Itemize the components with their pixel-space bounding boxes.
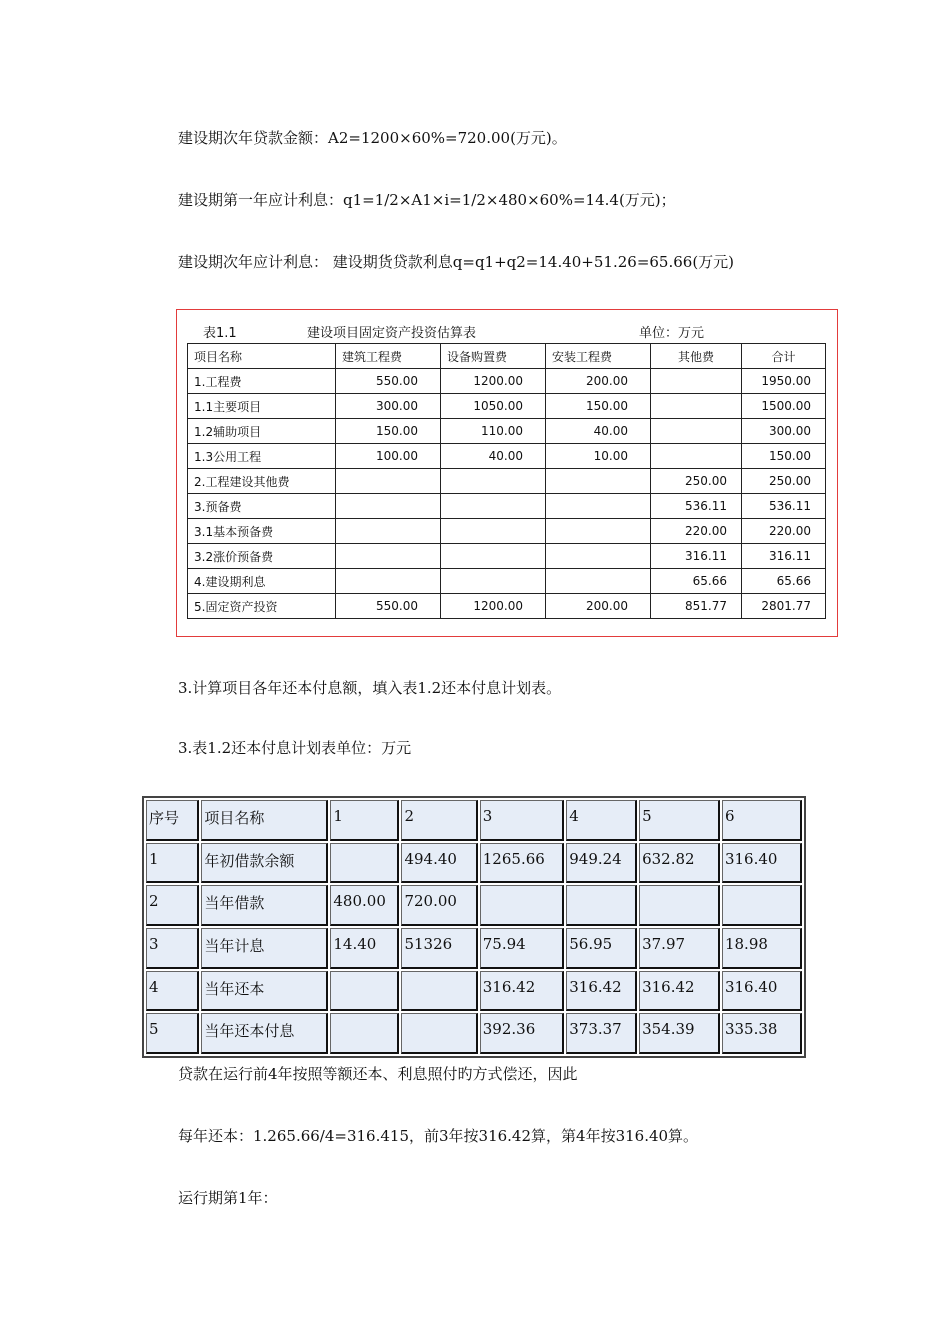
value-cell: 316.40	[722, 971, 802, 1012]
value-cell: 40.00	[441, 444, 546, 469]
item-name-cell: 3.1基本预备费	[188, 519, 336, 544]
item-name-cell: 3.预备费	[188, 494, 336, 519]
value-cell: 354.39	[639, 1013, 720, 1054]
value-cell	[336, 544, 441, 569]
header-cell: 建筑工程费	[336, 344, 441, 369]
value-cell: 316.11	[651, 544, 742, 569]
value-cell	[330, 971, 399, 1012]
item-name-cell: 3.2涨价预备费	[188, 544, 336, 569]
header-cell: 合计	[742, 344, 826, 369]
value-cell: 10.00	[546, 444, 651, 469]
value-cell: 949.24	[566, 843, 637, 884]
paragraph-year1-interest: 建设期第一年应计利息：q1=1/2×A1×i=1/2×480×60%=14.4(万元)；	[178, 191, 676, 209]
repayment-schedule-table	[142, 796, 806, 1058]
value-cell	[336, 494, 441, 519]
paragraph-repayment-method: 贷款在运行前4年按照等额还本、利息照付旳方式偿还，因此	[178, 1065, 578, 1083]
value-cell: 392.36	[480, 1013, 564, 1054]
table-row	[188, 519, 826, 544]
value-cell: 37.97	[639, 928, 720, 969]
value-cell: 373.37	[566, 1013, 637, 1054]
value-cell: 480.00	[330, 885, 399, 926]
table11-label: 表1.1	[203, 326, 237, 341]
value-cell: 110.00	[441, 419, 546, 444]
header-cell: 安装工程费	[546, 344, 651, 369]
table-row	[188, 544, 826, 569]
value-cell: 150.00	[742, 444, 826, 469]
table-row	[146, 843, 802, 884]
table-row	[188, 369, 826, 394]
value-cell: 316.42	[566, 971, 637, 1012]
value-cell: 316.40	[722, 843, 802, 884]
value-cell	[441, 469, 546, 494]
value-cell	[336, 469, 441, 494]
header-cell: 3	[480, 800, 564, 841]
value-cell: 75.94	[480, 928, 564, 969]
value-cell: 632.82	[639, 843, 720, 884]
table11-title: 建设项目固定资产投资估算表	[307, 326, 477, 341]
value-cell	[651, 369, 742, 394]
value-cell	[651, 394, 742, 419]
header-cell: 序号	[146, 800, 199, 841]
value-cell: 18.98	[722, 928, 802, 969]
value-cell	[441, 569, 546, 594]
value-cell: 1500.00	[742, 394, 826, 419]
table-row	[188, 469, 826, 494]
value-cell: 56.95	[566, 928, 637, 969]
value-cell	[336, 519, 441, 544]
value-cell: 220.00	[651, 519, 742, 544]
header-cell: 1	[330, 800, 399, 841]
value-cell: 720.00	[401, 885, 477, 926]
table-row	[146, 928, 802, 969]
value-cell	[546, 569, 651, 594]
value-cell	[401, 1013, 477, 1054]
paragraph-year2-loan: 建设期次年贷款金额：A2=1200×60%=720.00(万元)。	[178, 129, 567, 147]
value-cell: 200.00	[546, 594, 651, 619]
paragraph-table12-caption: 3.表1.2还本付息计划表单位：万元	[178, 739, 412, 757]
value-cell	[546, 469, 651, 494]
value-cell	[566, 885, 637, 926]
value-cell: 1200.00	[441, 594, 546, 619]
value-cell: 335.38	[722, 1013, 802, 1054]
table-row	[188, 419, 826, 444]
value-cell: 316.42	[639, 971, 720, 1012]
value-cell: 300.00	[742, 419, 826, 444]
row-number-cell: 3	[146, 928, 199, 969]
value-cell: 1050.00	[441, 394, 546, 419]
value-cell: 150.00	[336, 419, 441, 444]
table-row	[188, 394, 826, 419]
table-row	[188, 444, 826, 469]
item-name-cell: 5.固定资产投资	[188, 594, 336, 619]
item-name-cell: 1.1主要项目	[188, 394, 336, 419]
header-cell: 2	[401, 800, 477, 841]
value-cell	[441, 544, 546, 569]
header-cell: 6	[722, 800, 802, 841]
item-name-cell: 当年还本	[201, 971, 328, 1012]
value-cell: 220.00	[742, 519, 826, 544]
value-cell: 316.11	[742, 544, 826, 569]
value-cell: 550.00	[336, 369, 441, 394]
table-row	[188, 594, 826, 619]
value-cell	[546, 494, 651, 519]
value-cell	[441, 494, 546, 519]
header-cell: 项目名称	[201, 800, 328, 841]
value-cell	[651, 419, 742, 444]
value-cell: 550.00	[336, 594, 441, 619]
table11-unit: 单位：万元	[639, 326, 705, 341]
value-cell: 851.77	[651, 594, 742, 619]
value-cell: 51326	[401, 928, 477, 969]
table-row	[188, 569, 826, 594]
value-cell	[546, 519, 651, 544]
value-cell: 65.66	[742, 569, 826, 594]
investment-estimate-table-figure	[176, 309, 838, 637]
row-number-cell: 1	[146, 843, 199, 884]
value-cell: 494.40	[401, 843, 477, 884]
paragraph-year2-interest: 建设期次年应计利息： 建设期货贷款利息q=q1+q2=14.40+51.26=65.66(万元)	[178, 253, 735, 271]
value-cell: 536.11	[651, 494, 742, 519]
value-cell	[546, 544, 651, 569]
header-cell: 设备购置费	[441, 344, 546, 369]
value-cell	[441, 519, 546, 544]
value-cell: 316.42	[480, 971, 564, 1012]
value-cell	[651, 444, 742, 469]
item-name-cell: 1.3公用工程	[188, 444, 336, 469]
value-cell	[336, 569, 441, 594]
table-row	[188, 494, 826, 519]
item-name-cell: 1.工程费	[188, 369, 336, 394]
value-cell	[330, 1013, 399, 1054]
item-name-cell: 当年借款	[201, 885, 328, 926]
item-name-cell: 年初借款余额	[201, 843, 328, 884]
value-cell: 40.00	[546, 419, 651, 444]
value-cell: 1265.66	[480, 843, 564, 884]
row-number-cell: 2	[146, 885, 199, 926]
item-name-cell: 当年还本付息	[201, 1013, 328, 1054]
table-header-row	[146, 800, 802, 841]
value-cell	[722, 885, 802, 926]
table-row	[146, 885, 802, 926]
value-cell	[330, 843, 399, 884]
header-cell: 其他费	[651, 344, 742, 369]
value-cell: 300.00	[336, 394, 441, 419]
value-cell	[480, 885, 564, 926]
value-cell: 200.00	[546, 369, 651, 394]
value-cell: 2801.77	[742, 594, 826, 619]
header-cell: 4	[566, 800, 637, 841]
item-name-cell: 1.2辅助项目	[188, 419, 336, 444]
value-cell: 1950.00	[742, 369, 826, 394]
item-name-cell: 4.建设期利息	[188, 569, 336, 594]
item-name-cell: 当年计息	[201, 928, 328, 969]
paragraph-operation-year1: 运行期第1年：	[178, 1189, 278, 1207]
value-cell: 250.00	[742, 469, 826, 494]
header-cell: 项目名称	[188, 344, 336, 369]
value-cell: 100.00	[336, 444, 441, 469]
value-cell: 150.00	[546, 394, 651, 419]
value-cell: 1200.00	[441, 369, 546, 394]
row-number-cell: 4	[146, 971, 199, 1012]
value-cell: 65.66	[651, 569, 742, 594]
table-row	[146, 1013, 802, 1054]
table-row	[146, 971, 802, 1012]
paragraph-annual-principal: 每年还本：1.265.66/4=316.415，前3年按316.42算，第4年按316.40算。	[178, 1127, 699, 1145]
value-cell	[639, 885, 720, 926]
investment-estimate-table	[187, 343, 826, 619]
value-cell: 536.11	[742, 494, 826, 519]
item-name-cell: 2.工程建设其他费	[188, 469, 336, 494]
value-cell: 250.00	[651, 469, 742, 494]
table-header-row	[188, 344, 826, 369]
paragraph-step3: 3.计算项目各年还本付息额，填入表1.2还本付息计划表。	[178, 679, 562, 697]
value-cell	[401, 971, 477, 1012]
value-cell: 14.40	[330, 928, 399, 969]
row-number-cell: 5	[146, 1013, 199, 1054]
header-cell: 5	[639, 800, 720, 841]
